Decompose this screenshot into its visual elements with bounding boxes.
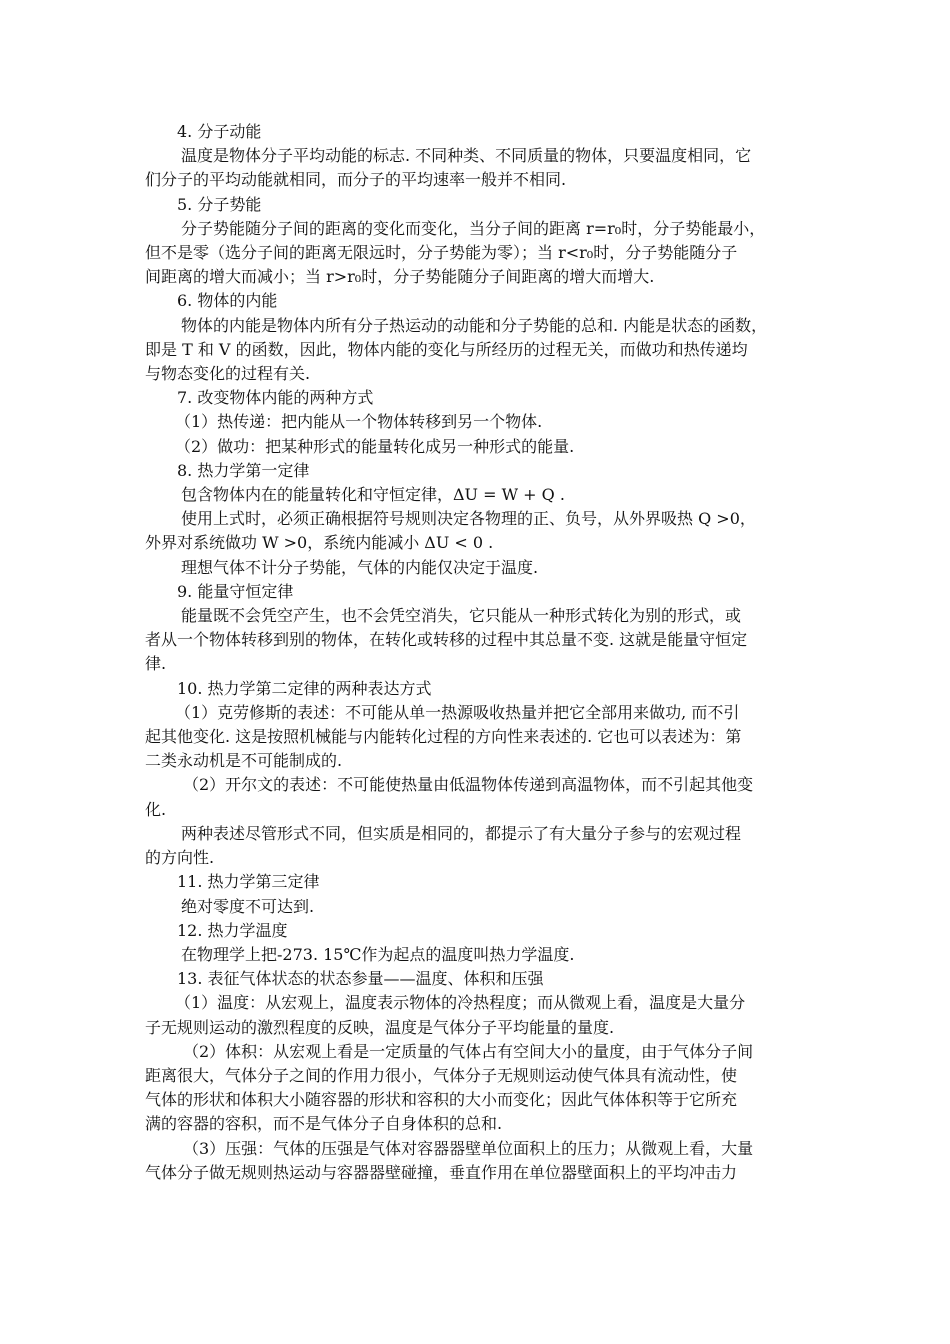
paragraph-line: 绝对零度不可达到. bbox=[181, 896, 315, 916]
heading-first-law: 8. 热力学第一定律 bbox=[177, 460, 310, 480]
paragraph-line: 们分子的平均动能就相同，而分子的平均速率一般并不相同. bbox=[145, 170, 567, 190]
paragraph-line: 与物态变化的过程有关. bbox=[145, 364, 311, 384]
list-item: （2）开尔文的表述：不可能使热量由低温物体传递到高温物体，而不引起其他变 bbox=[183, 775, 754, 795]
paragraph-line: 分子势能随分子间的距离的变化而变化，当分子间的距离 r=r₀时，分子势能最小， bbox=[181, 218, 766, 238]
heading-third-law: 11. 热力学第三定律 bbox=[177, 872, 320, 892]
paragraph-line: 满的容器的容积，而不是气体分子自身体积的总和. bbox=[145, 1114, 503, 1134]
paragraph-line: 气体的形状和体积大小随容器的形状和容积的大小而变化；因此气体体积等于它所充 bbox=[145, 1090, 738, 1110]
heading-thermodynamic-temperature: 12. 热力学温度 bbox=[177, 920, 288, 940]
heading-internal-energy: 6. 物体的内能 bbox=[177, 291, 278, 311]
heading-conservation-of-energy: 9. 能量守恒定律 bbox=[177, 581, 294, 601]
paragraph-line: 化. bbox=[145, 799, 167, 819]
paragraph-line: 子无规则运动的激烈程度的反映，温度是气体分子平均能量的量度. bbox=[145, 1017, 615, 1037]
paragraph-line: 即是 T 和 V 的函数，因此，物体内能的变化与所经历的过程无关，而做功和热传递均 bbox=[145, 339, 748, 359]
paragraph-line: 律. bbox=[145, 654, 167, 674]
heading-molecular-kinetic-energy: 4. 分子动能 bbox=[177, 122, 262, 141]
list-item: （2）做功：把某种形式的能量转化成另一种形式的能量. bbox=[175, 436, 575, 456]
paragraph-line-formula: 包含物体内在的能量转化和守恒定律，ΔU = W + Q . bbox=[181, 485, 565, 505]
paragraph-line: 两种表述尽管形式不同，但实质是相同的，都提示了有大量分子参与的宏观过程 bbox=[181, 823, 742, 843]
paragraph-line: 物体的内能是物体内所有分子热运动的动能和分子势能的总和. 内能是状态的函数， bbox=[181, 315, 768, 335]
heading-molecular-potential-energy: 5. 分子势能 bbox=[177, 194, 262, 214]
paragraph-line: 间距离的增大而减小；当 r>r₀时，分子势能随分子间距离的增大而增大. bbox=[145, 267, 655, 287]
paragraph-line: 者从一个物体转移到别的物体，在转化或转移的过程中其总量不变. 这就是能量守恒定 bbox=[145, 630, 748, 650]
paragraph-line: 二类永动机是不可能制成的. bbox=[145, 751, 343, 771]
list-item: （1）克劳修斯的表述：不可能从单一热源吸收热量并把它全部用来做功, 而不引 bbox=[175, 702, 740, 722]
list-item: （2）体积：从宏观上看是一定质量的气体占有空间大小的量度，由于气体分子间 bbox=[183, 1041, 754, 1061]
paragraph-line: 的方向性. bbox=[145, 848, 215, 868]
list-item: （1）热传递：把内能从一个物体转移到另一个物体. bbox=[175, 412, 543, 432]
paragraph-line: 温度是物体分子平均动能的标志. 不同种类、不同质量的物体，只要温度相同，它 bbox=[181, 146, 752, 166]
paragraph-line: 距离很大，气体分子之间的作用力很小，气体分子无规则运动使气体具有流动性，使 bbox=[145, 1065, 738, 1085]
paragraph-line: 理想气体不计分子势能，气体的内能仅决定于温度. bbox=[181, 557, 539, 577]
heading-state-parameters: 13. 表征气体状态的状态参量——温度、体积和压强 bbox=[177, 969, 544, 989]
paragraph-line: 使用上式时，必须正确根据符号规则决定各物理的正、负号，从外界吸热 Q >0， bbox=[181, 509, 756, 529]
paragraph-line: 气体分子做无规则热运动与容器器壁碰撞，垂直作用在单位器壁面积上的平均冲击力 bbox=[145, 1162, 738, 1182]
paragraph-line: 能量既不会凭空产生，也不会凭空消失，它只能从一种形式转化为别的形式，或 bbox=[181, 606, 742, 626]
heading-ways-to-change-internal-energy: 7. 改变物体内能的两种方式 bbox=[177, 388, 374, 408]
paragraph-line: 起其他变化. 这是按照机械能与内能转化过程的方向性来表述的. 它也可以表述为：第 bbox=[145, 727, 742, 747]
paragraph-line: 在物理学上把-273. 15℃作为起点的温度叫热力学温度. bbox=[181, 944, 575, 964]
paragraph-line: 外界对系统做功 W >0，系统内能减小 ΔU < 0 . bbox=[145, 533, 494, 553]
paragraph-line: 但不是零（选分子间的距离无限远时，分子势能为零）；当 r<r₀时，分子势能随分子 bbox=[145, 243, 738, 263]
heading-second-law: 10. 热力学第二定律的两种表达方式 bbox=[177, 678, 432, 698]
list-item: （3）压强：气体的压强是气体对容器器壁单位面积上的压力；从微观上看，大量 bbox=[183, 1138, 754, 1158]
list-item: （1）温度：从宏观上，温度表示物体的冷热程度；而从微观上看，温度是大量分 bbox=[175, 993, 746, 1013]
